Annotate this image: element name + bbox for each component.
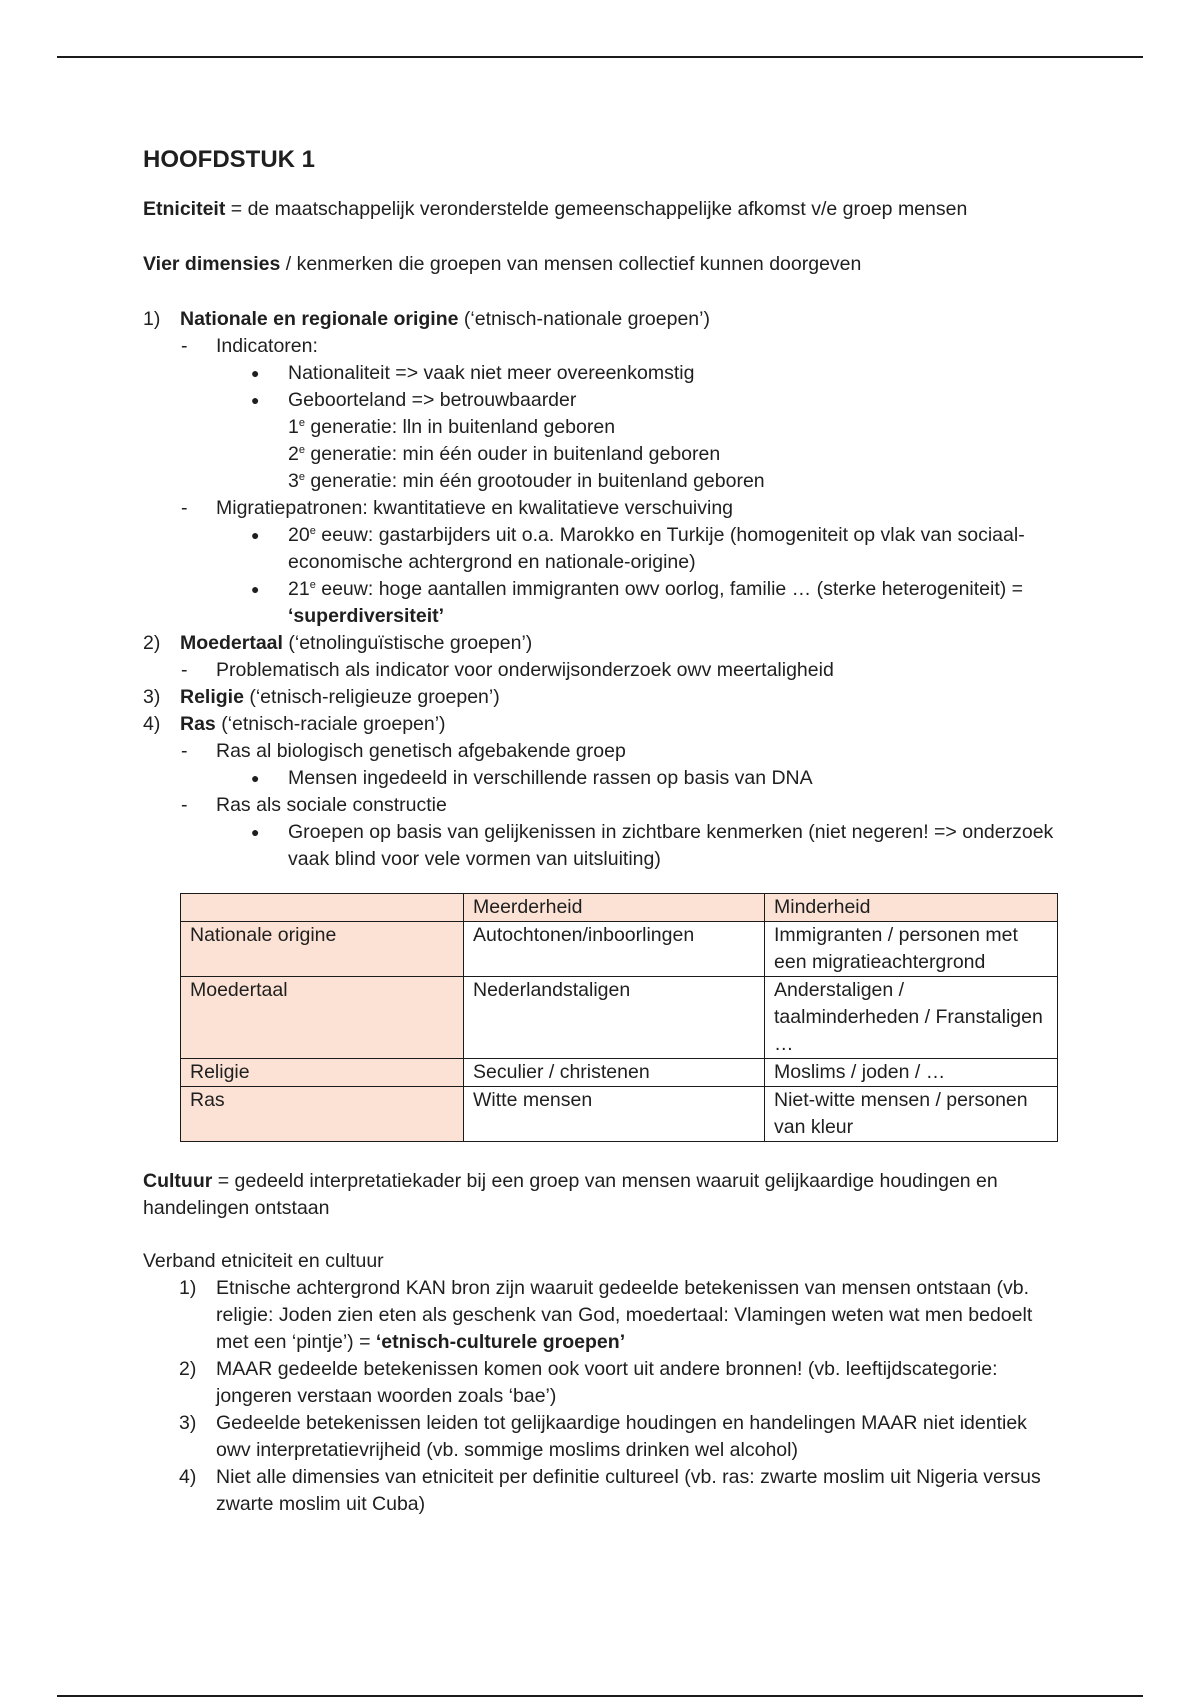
migration-label: - Migratiepatronen: kwantitatieve en kwalitatieve verschuiving — [181, 497, 734, 519]
table-cell: Autochtonen/inboorlingen — [464, 922, 765, 977]
table-row — [181, 922, 1058, 977]
list-item: - Ras als sociale constructie — [181, 794, 447, 816]
generation-1: 1e generatie: lln in buitenland geboren — [288, 416, 616, 438]
document-page — [143, 140, 1063, 1518]
list-item: ● 20e eeuw: gastarbijders uit o.a. Marokko en Turkije (homogeniteit op vlak van sociaal-economische achtergrond en nationale-origine) — [251, 524, 1025, 573]
dimension-3: 3) Religie (‘etnisch-religieuze groepen’) — [143, 686, 500, 708]
list-item: - Problematisch als indicator voor onderwijsonderzoek owv meertaligheid — [181, 659, 834, 681]
list-item: ● Mensen ingedeeld in verschillende rassen op basis van DNA — [251, 767, 813, 789]
list-item: ● Nationaliteit => vaak niet meer overeenkomstig — [251, 362, 695, 384]
table-cell: Witte mensen — [464, 1087, 765, 1142]
culture-definition: Cultuur = gedeeld interpretatiekader bij een groep van mensen waaruit gelijkaardige houdingen en handelingen ontstaan — [143, 1170, 998, 1219]
table-cell: Nederlandstaligen — [464, 977, 765, 1059]
table-row — [181, 1087, 1058, 1142]
bottom-rule — [57, 1695, 1143, 1697]
relation-list — [143, 1275, 1063, 1518]
ethnicity-table — [180, 893, 1058, 1142]
table-cell: Niet-witte mensen / personen van kleur — [765, 1087, 1058, 1142]
table-cell: Moslims / joden / … — [765, 1059, 1058, 1087]
dimension-4: 4) Ras (‘etnisch-raciale groepen’) — [143, 713, 446, 735]
table-row-label: Nationale origine — [181, 922, 464, 977]
table-header-row — [181, 894, 1058, 922]
indicators-label: - Indicatoren: — [181, 335, 318, 357]
list-item: 2) MAAR gedeelde betekenissen komen ook voort uit andere bronnen! (vb. leeftijdscategorie: jongeren verstaan woorden zoals ‘bae’) — [179, 1358, 998, 1407]
table-row-label: Moedertaal — [181, 977, 464, 1059]
list-item: - Ras al biologisch genetisch afgebakende groep — [181, 740, 626, 762]
table-row — [181, 1059, 1058, 1087]
list-item: ● 21e eeuw: hoge aantallen immigranten owv oorlog, familie … (sterke heterogeniteit) = ‘superdiversiteit’ — [251, 578, 1024, 627]
table-header-cell: Minderheid — [765, 894, 1058, 922]
list-item: 4) Niet alle dimensies van etniciteit per definitie cultureel (vb. ras: zwarte moslim uit Nigeria versus zwarte moslim uit Cuba) — [179, 1466, 1041, 1515]
generation-3: 3e generatie: min één grootouder in buitenland geboren — [288, 470, 765, 492]
list-item: ● Geboorteland => betrouwbaarder — [251, 389, 577, 411]
top-rule — [57, 56, 1143, 58]
list-item: 1) Etnische achtergrond KAN bron zijn waaruit gedeelde betekenissen van mensen ontstaan (vb. religie: Joden zien eten als geschenk van God, moedertaal: Vlamingen weten wat men bedoelt met een ‘pintje’) = ‘etnisch-culturele groepen’ — [179, 1277, 1033, 1353]
list-item: ● Groepen op basis van gelijkenissen in zichtbare kenmerken (niet negeren! => onderzoek vaak blind voor vele vormen van uitsluiting) — [251, 821, 1054, 870]
dimensions-intro: Vier dimensies / kenmerken die groepen van mensen collectief kunnen doorgeven — [143, 253, 862, 275]
table-cell: Immigranten / personen met een migratieachtergrond — [765, 922, 1058, 977]
dimension-1: 1) Nationale en regionale origine (‘etnisch-nationale groepen’) — [143, 308, 710, 330]
table-row-label: Religie — [181, 1059, 464, 1087]
table-cell: Anderstaligen / taalminderheden / Franstaligen … — [765, 977, 1058, 1059]
table-cell: Seculier / christenen — [464, 1059, 765, 1087]
table-header-cell: Meerderheid — [464, 894, 765, 922]
relation-title: Verband etniciteit en cultuur — [143, 1250, 384, 1272]
generation-2: 2e generatie: min één ouder in buitenland geboren — [288, 443, 721, 465]
list-item: 3) Gedeelde betekenissen leiden tot gelijkaardige houdingen en handelingen MAAR niet identiek owv interpretatievrijheid (vb. sommige moslims drinken wel alcohol) — [179, 1412, 1027, 1461]
table-row — [181, 977, 1058, 1059]
dimension-2: 2) Moedertaal (‘etnolinguïstische groepen’) — [143, 632, 533, 654]
page-title: HOOFDSTUK 1 — [143, 146, 316, 173]
table-row-label: Ras — [181, 1087, 464, 1142]
ethnicity-definition: Etniciteit = de maatschappelijk veronderstelde gemeenschappelijke afkomst v/e groep mensen — [143, 198, 968, 220]
table-cell — [181, 894, 464, 922]
